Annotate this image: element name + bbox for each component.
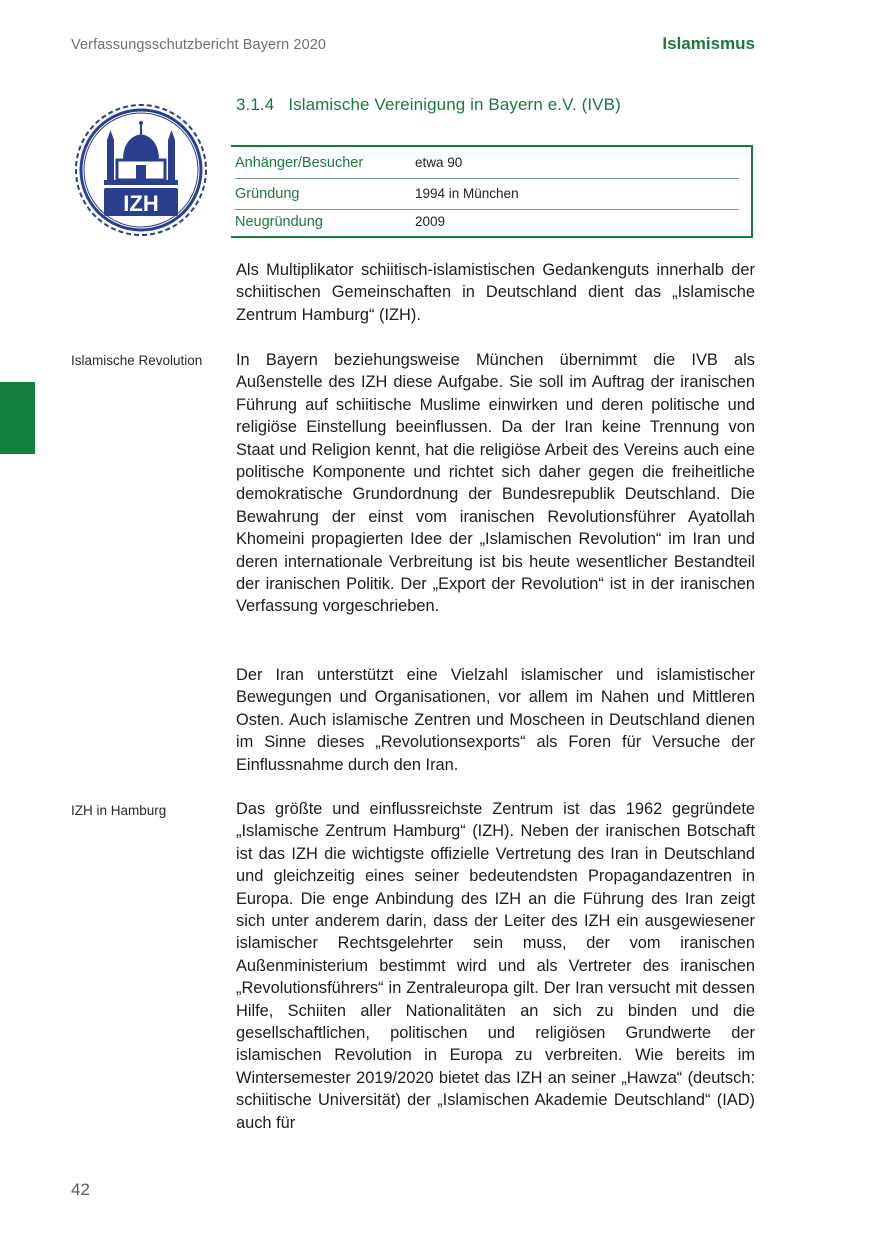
paragraph-intro: Als Multiplikator schiitisch-islamistischen Gedankenguts innerhalb der schiitischen Gemeinschaften in Deutschland dient das „Islamische Zentrum Hamburg“ (IZH).	[236, 261, 755, 324]
running-header: Verfassungsschutzbericht Bayern 2020	[71, 37, 327, 53]
info-label: Anhänger/Besucher	[235, 155, 364, 171]
info-row	[235, 178, 739, 210]
section-number: 3.1.4	[236, 95, 275, 114]
info-row	[235, 147, 739, 179]
margin-note-revolution: Islamische Revolution	[71, 353, 203, 368]
izh-logo-graphic	[71, 100, 211, 240]
paragraph-izh-hamburg: Das größte und einflussreichste Zentrum ist das 1962 gegründete „Islamische Zentrum Hamburg“ (IZH). Neben der iranischen Botschaft ist das IZH die wichtigste offizielle Vertretung des Iran in Deutschland und gleichzeitig eines seiner bedeutendsten Propagandazentren in Europa. Die enge Anbindung des IZH an die Führung des Iran zeigt sich unter anderem darin, dass der Leiter des IZH ein ausgewiesener islamischer Rechtsgelehrter sein muss, der vom iranischen Außenministerium bestimmt wird und als Vertreter des iranischen „Revolutionsführers“ in Zentraleuropa gilt. Der Iran versucht mit dessen Hilfe, Schiiten aller Nationalitäten an sich zu binden und die gesellschaftlichen, politischen und religiösen Grundwerte der islamischen Revolution in Europa zu verbreiten. Wie bereits im Wintersemester 2019/2020 bietet das IZH an seiner „Hawza“ (deutsch: schiitische Universität) der „Islamischen Akademie Deutschland“ (IAD) auch für	[236, 800, 755, 1132]
info-value: etwa 90	[415, 155, 463, 170]
info-value: 2009	[415, 214, 446, 229]
chapter-tab-marker	[0, 382, 35, 454]
paragraph-revolution: In Bayern beziehungsweise München übernimmt die IVB als Außenstelle des IZH diese Aufgabe. Sie soll im Auftrag der iranischen Führung auf schiitische Muslime einwirken und deren politische und religiöse Einstellung beeinflussen. Da der Iran keine Trennung von Staat und Religion kennt, hat die religiöse Arbeit des Vereins auch eine politische Komponente und richtet sich daher gegen die freiheitliche demokratische Grundordnung der Bundesrepublik Deutschland. Die Bewahrung der einst vom iranischen Revolutionsführer Ayatollah Khomeini propagierten Idee der „Islamischen Revolution“ im Iran und deren internationale Verbreitung ist bis heute wesentlicher Bestandteil der iranischen Politik. Der „Export der Revolution“ ist in der iranischen Verfassung vorgeschrieben.	[236, 351, 755, 616]
info-label: Gründung	[235, 186, 300, 202]
margin-note-hamburg: IZH in Hamburg	[71, 803, 167, 818]
info-table	[231, 145, 753, 238]
section-title: Islamische Vereinigung in Bayern e.V. (IVB)	[288, 95, 621, 114]
info-value: 1994 in München	[415, 186, 519, 201]
chapter-title: Islamismus	[662, 34, 755, 53]
info-label: Neugründung	[235, 214, 323, 230]
logo-text: IZH	[123, 191, 159, 216]
izh-logo	[71, 100, 211, 240]
section-heading	[236, 95, 621, 115]
info-row	[235, 209, 739, 236]
page-number: 42	[71, 1180, 90, 1199]
paragraph-iran-support: Der Iran unterstützt eine Vielzahl islamischer und islamistischer Bewegungen und Organisationen, vor allem im Nahen und Mittleren Osten. Auch islamische Zentren und Moscheen in Deutschland dienen im Sinne dieses „Revolutionsexports“ als Foren für Versuche der Einflussnahme durch den Iran.	[236, 666, 755, 774]
